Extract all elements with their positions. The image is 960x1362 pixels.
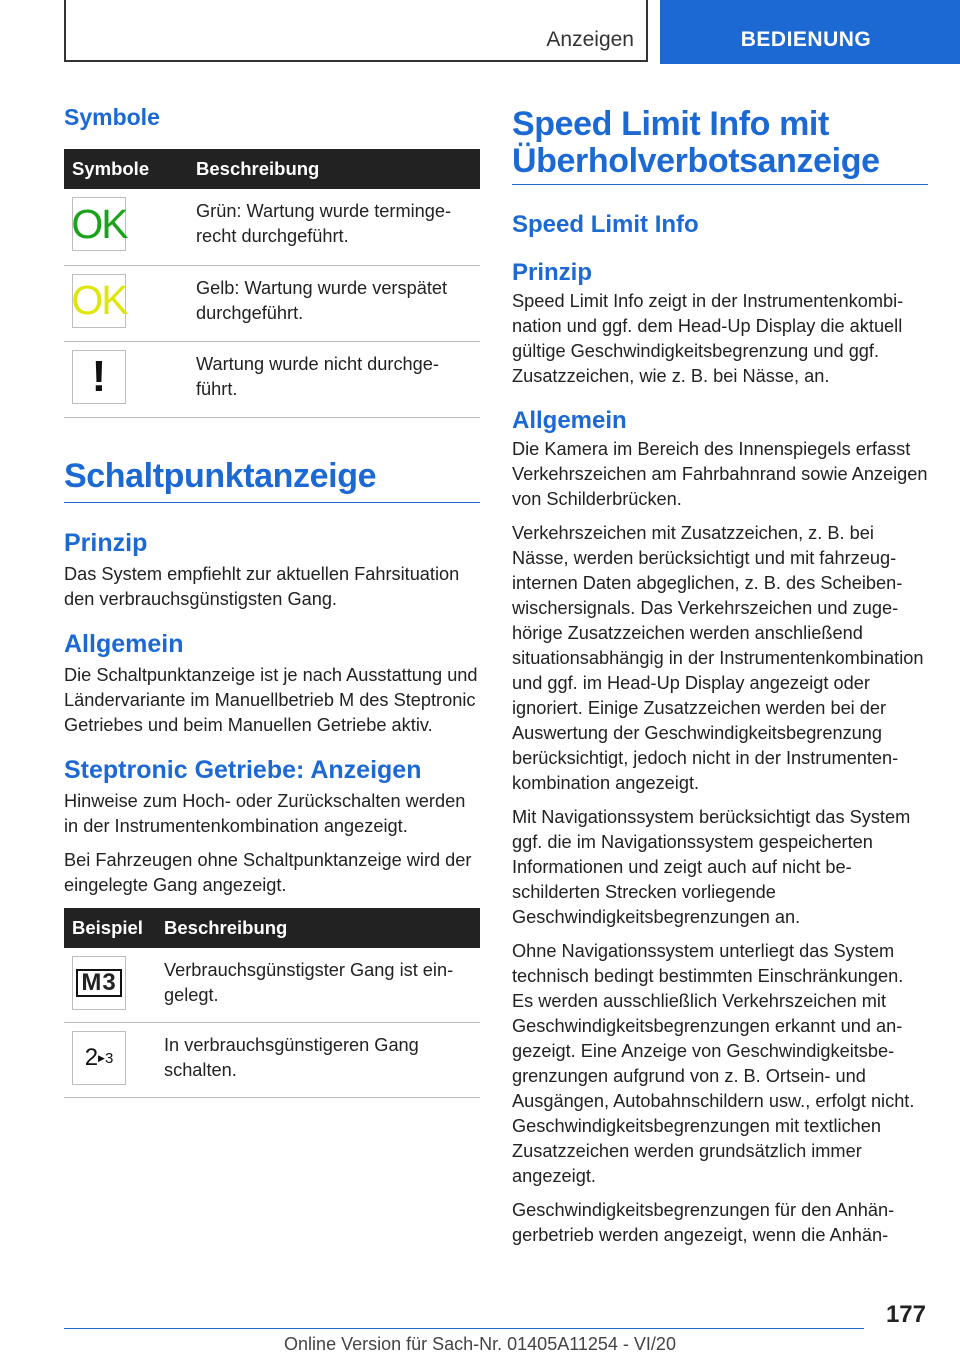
- page-number: 177: [885, 1301, 926, 1328]
- ok-green-icon: OK: [72, 197, 126, 251]
- table-row: [64, 948, 480, 1023]
- table-row: [64, 189, 480, 265]
- symbol-description: Grün: Wartung wurde termingerecht durchgeführt.: [188, 189, 480, 265]
- symbol-table-header-symbol: Symbole: [64, 149, 188, 189]
- footer-divider: [64, 1328, 864, 1329]
- speed-limit-title: Speed Limit Info mit Überholverbotsanzeige: [512, 106, 928, 185]
- symbol-table-header-description: Beschreibung: [188, 149, 480, 189]
- paragraph: Mit Navigationssystem berücksichtigt das System ggf. die im Navigationssystem gespeicherten Informationen und zeigt auch auf nicht beschilderten Strecken vorliegende Geschwindigkeitsbegrenzungen an.: [512, 807, 911, 927]
- steptronic-heading: Steptronic Getriebe: Anzeigen: [64, 755, 422, 784]
- prinzip-heading-right: Prinzip: [512, 259, 593, 286]
- left-column: [64, 0, 480, 1098]
- steptronic-text-1: Hinweise zum Hoch- oder Zurückschalten werden in der Instrumentenkombination angezeigt.: [64, 790, 466, 836]
- steptronic-text-2: Bei Fahrzeugen ohne Schaltpunktanzeige wird der eingelegte Gang angezeigt.: [64, 849, 472, 895]
- paragraph: Ohne Navigationssystem unterliegt das System technisch bedingt bestimmten Einschränkungen. Es werden ausschließlich Verkehrszeichen mit Geschwindigkeitsbegrenzungen erkannt und angezeigt. Eine Anzeige von Geschwindigkeitsbegrenzungen aufgrund von z. B. Ortsein- und Ausgängen, Autobahnschildern usw., erfolgt nicht. Geschwindigkeitsbegrenzungen mit textlichen Zusatzzeichen werden grundsätzlich immer angezeigt.: [512, 941, 915, 1186]
- beispiel-description: In verbrauchsgünstigeren Gang schalten.: [156, 1023, 480, 1098]
- paragraph: Geschwindigkeitsbegrenzungen für den Anhängerbetrieb werden angezeigt, wenn die Anhän-: [512, 1200, 895, 1245]
- table-row: [64, 341, 480, 417]
- allgemein-heading: Allgemein: [64, 629, 184, 658]
- table-row: [64, 1023, 480, 1098]
- symbol-description: Gelb: Wartung wurde verspätet durchgeführt.: [188, 265, 480, 341]
- online-version-note: Online Version für Sach-Nr. 01405A11254 - VI/20: [284, 1334, 676, 1354]
- allgemein-heading-right: Allgemein: [512, 407, 627, 434]
- schaltpunktanzeige-title: Schaltpunktanzeige: [64, 458, 480, 503]
- paragraph: Verkehrszeichen mit Zusatzzeichen, z. B. bei Nässe, werden berücksichtigt und mit fahrzeuginternen Daten abgeglichen, z. B. des Scheibenwischersignals. Das Verkehrszeichen und zugehörige Zusatzzeichen werden anschließend situationsabhängig in der Instrumentenkombination und ggf. im Head-Up Display angezeigt oder ignoriert. Einige Zusatzzeichen werden bei der Auswertung der Geschwindigkeitsbegrenzung berücksichtigt, jedoch nicht in der Instrumentenkombination angezeigt.: [512, 523, 924, 793]
- exclamation-icon: !: [72, 350, 126, 404]
- symbole-heading: Symbole: [64, 104, 160, 130]
- paragraph: Die Kamera im Bereich des Innenspiegels erfasst Verkehrszeichen am Fahrbahnrand sowie Anzeigen von Schilderbrücken.: [512, 439, 928, 509]
- prinzip-heading: Prinzip: [64, 528, 148, 557]
- table-row: [64, 265, 480, 341]
- beispiel-table: [64, 908, 480, 1099]
- prinzip-text-right: Speed Limit Info zeigt in der Instrumentenkombination und ggf. dem Head-Up Display die aktuell gültige Geschwindigkeitsbegrenzung und ggf. Zusatzzeichen, wie z. B. bei Nässe, an.: [512, 291, 904, 386]
- beispiel-description: Verbrauchsgünstigster Gang ist eingelegt.: [156, 948, 480, 1023]
- beispiel-table-header-description: Beschreibung: [156, 908, 480, 948]
- beispiel-table-header-example: Beispiel: [64, 908, 156, 948]
- right-column: [512, 0, 928, 1257]
- gear-m3-icon: M3: [72, 956, 126, 1010]
- allgemein-text: Die Schaltpunktanzeige ist je nach Ausstattung und Ländervariante im Manuellbetrieb M des Steptronic Getriebes und beim Manuellen Getriebe aktiv.: [64, 664, 478, 735]
- symbol-table: [64, 149, 480, 418]
- header-section-title: Anzeigen: [546, 28, 634, 51]
- symbol-description: Wartung wurde nicht durchgeführt.: [188, 341, 480, 417]
- shift-2-to-3-icon: 2▶3: [72, 1031, 126, 1085]
- header-chapter-title: BEDIENUNG: [740, 28, 872, 51]
- ok-yellow-icon: OK: [72, 274, 126, 328]
- prinzip-text: Das System empfiehlt zur aktuellen Fahrsituation den verbrauchsgünstigsten Gang.: [64, 563, 460, 609]
- speed-limit-info-heading: Speed Limit Info: [512, 211, 699, 238]
